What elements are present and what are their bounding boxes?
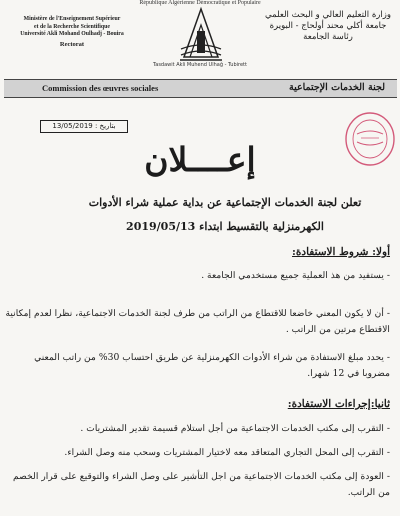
- logo-caption: Tasdawit Akli Muhend Ulhağ - Tubirett: [153, 62, 247, 68]
- intro-line-2: الكهرمنزلية بالتقسيط ابتداء 2019/05/13: [126, 220, 324, 233]
- rectorat-label-ar: رئاسة الجامعة: [303, 32, 353, 42]
- rectorat-label: Rectorat: [59, 40, 85, 48]
- list-item: - العودة إلى مكتب الخدمات الاجتماعية من اجل التأشير على وصل الشراء والتوقيع على قرار الخصم من الراتب.: [13, 471, 390, 498]
- ministry-label-ar: وزارة التعليم العالي و البحث العلمي: [265, 10, 391, 20]
- date-box: بتاريخ : 13/05/2019: [40, 120, 128, 133]
- university-logo: [178, 5, 224, 63]
- page-title: إعــــلان: [144, 140, 256, 179]
- university-label: Université Akli Mohand Oulhadj - Bouira: [20, 31, 124, 38]
- list-item: - يحدد مبلغ الاستفادة من شراء الأدوات الكهرمنزلية عن طريق احتساب 30% من راتب المعني مضروبا في 12 شهرا.: [34, 352, 390, 379]
- republic-line: République Algérienne Démocratique et Populaire: [139, 0, 261, 6]
- intro-line-1: تعلن لجنة الخدمات الإجتماعية عن بداية عملية شراء الأدوات: [88, 196, 362, 209]
- list-item: - التقرب إلى المحل التجاري المتعاقد معه لاختيار المشتريات وسحب منه وصل الشراء.: [64, 447, 390, 458]
- university-label-ar: جامعة أكلي محند أولحاج - البويرة: [269, 21, 387, 31]
- header-arabic-block: [258, 10, 398, 43]
- commission-band: [4, 79, 397, 98]
- list-item: - يستفيد من هذ العملية جميع مستخدمي الجامعة .: [201, 270, 390, 281]
- band-label-fr: Commission des œuvres sociales: [42, 83, 159, 93]
- list-item: - أن لا يكون المعني خاضعا للاقتطاع من الراتب من طرف لجنة الخدمات الاجتماعية، نظرا لعدم إمكانية الاقتطاع مرتين من الراتب .: [5, 308, 390, 335]
- ministry-label-2: et de la Recherche Scientifique: [34, 23, 110, 30]
- section-heading-conditions: أولا: شروط الاستفادة:: [292, 246, 390, 258]
- band-label-ar: لجنة الخدمات الإجتماعية: [289, 82, 385, 93]
- section-heading-procedures: ثانيا:إجراءات الاستفادة:: [287, 398, 390, 410]
- ministry-label: Ministère de l'Enseignement Supérieur: [23, 16, 121, 22]
- list-item: - التقرب إلى مكتب الخدمات الاجتماعية من أجل استلام قسيمة تقدير المشتريات .: [80, 423, 390, 434]
- header-french-block: [2, 16, 142, 48]
